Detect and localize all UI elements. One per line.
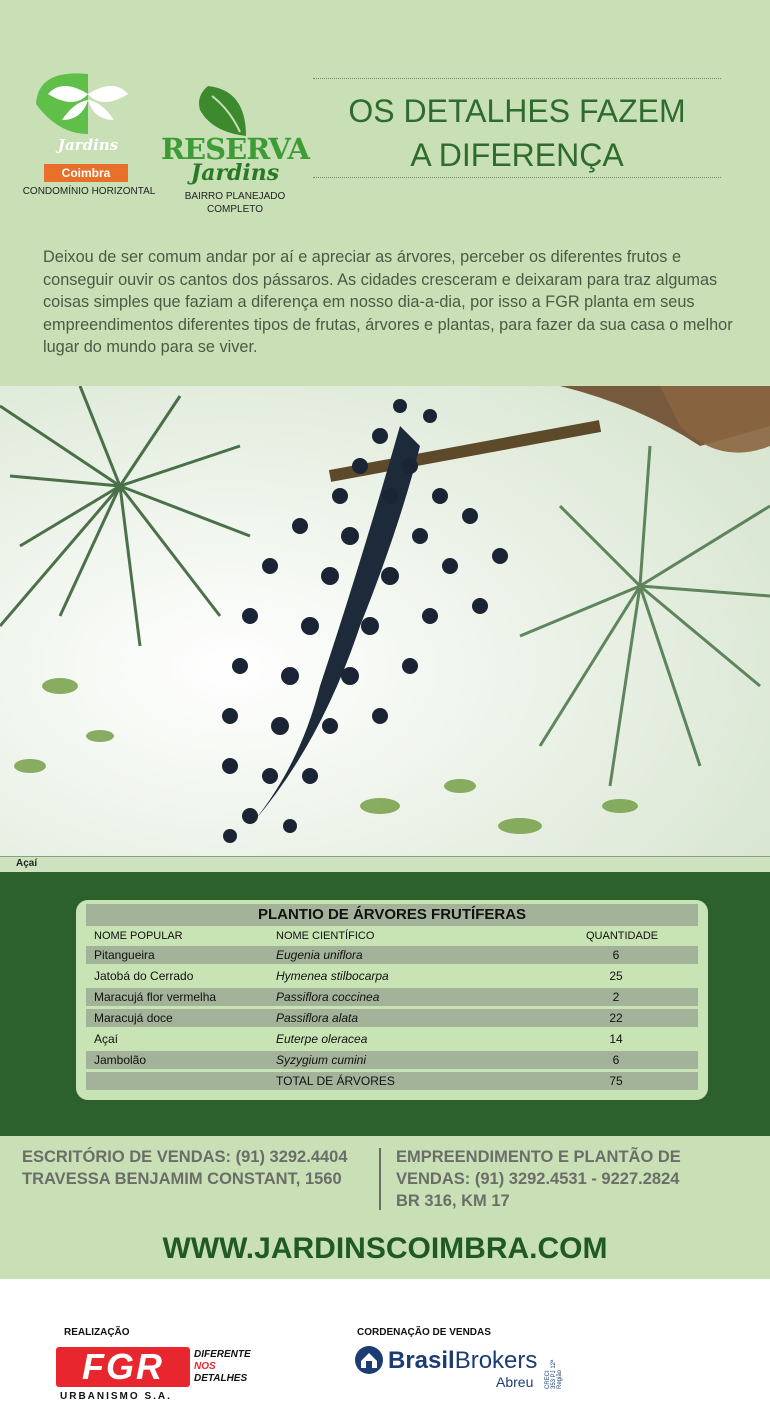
contact-divider bbox=[379, 1148, 381, 1210]
quantity: 25 bbox=[609, 969, 623, 983]
fgr-tagline-3: DETALHES bbox=[194, 1373, 248, 1384]
table-total-row bbox=[86, 1072, 698, 1090]
site-office bbox=[396, 1146, 681, 1212]
popular-name: Maracujá doce bbox=[94, 1011, 173, 1025]
table-title: PLANTIO DE ÁRVORES FRUTÍFERAS bbox=[86, 904, 698, 926]
acai-palm-photo bbox=[0, 386, 770, 856]
quantity: 2 bbox=[612, 990, 620, 1004]
fruit-tree-table bbox=[76, 900, 708, 1100]
fgr-tagline-1: DIFERENTE bbox=[194, 1349, 251, 1360]
jardins-coimbra-logo bbox=[18, 64, 160, 204]
website-link[interactable]: WWW.JARDINSCOIMBRA.COM bbox=[162, 1232, 608, 1265]
header-quantity: QUANTIDADE bbox=[586, 930, 659, 942]
sales-office bbox=[22, 1146, 348, 1190]
popular-name: Maracujá flor vermelha bbox=[94, 990, 217, 1004]
logo-tag: Coimbra bbox=[44, 164, 128, 182]
table-row bbox=[86, 988, 698, 1006]
photo-caption-bar bbox=[0, 856, 770, 872]
fgr-subtitle: URBANISMO S.A. bbox=[60, 1391, 172, 1402]
logo-name-top: RESERVA bbox=[160, 132, 310, 166]
table-row bbox=[86, 1051, 698, 1069]
scientific-name: Hymenea stilbocarpa bbox=[276, 969, 389, 983]
popular-name: Açaí bbox=[94, 1032, 119, 1046]
scientific-name: Passiflora alata bbox=[276, 1011, 359, 1025]
table-row bbox=[86, 1009, 698, 1027]
fgr-logo: FGR bbox=[56, 1347, 190, 1387]
scientific-name: Passiflora coccinea bbox=[276, 990, 380, 1004]
total-value: 75 bbox=[609, 1074, 623, 1088]
broker-name-2: Brokers bbox=[454, 1347, 538, 1374]
reserva-jardins-logo bbox=[160, 80, 310, 220]
table-header-row bbox=[86, 926, 698, 946]
quantity: 14 bbox=[609, 1032, 623, 1046]
photo-caption: Açaí bbox=[16, 858, 38, 869]
photo-illustration bbox=[0, 386, 770, 856]
headline-line1: OS DETALHES FAZEM bbox=[348, 93, 686, 129]
header-scientific-name: NOME CIENTÍFICO bbox=[276, 930, 375, 942]
table-row bbox=[86, 946, 698, 964]
fgr-tagline bbox=[194, 1349, 251, 1385]
scientific-name: Euterpe oleracea bbox=[276, 1032, 368, 1046]
broker-subtitle: Abreu bbox=[496, 1374, 534, 1390]
logo-name: Jardins bbox=[57, 136, 119, 154]
popular-name: Jatobá do Cerrado bbox=[94, 969, 194, 983]
site-office-line1: EMPREENDIMENTO E PLANTÃO DE bbox=[396, 1148, 681, 1166]
site-office-line2: VENDAS: (91) 3292.4531 - 9227.2824 bbox=[396, 1170, 680, 1188]
logo-subtitle: CONDOMÍNIO HORIZONTAL bbox=[22, 186, 156, 197]
realizacao-label: REALIZAÇÃO bbox=[64, 1327, 130, 1338]
sales-office-phone: ESCRITÓRIO DE VENDAS: (91) 3292.4404 bbox=[22, 1148, 348, 1166]
brasil-brokers-logo bbox=[388, 1347, 537, 1375]
scientific-name: Eugenia uniflora bbox=[276, 948, 363, 962]
table-row bbox=[86, 1030, 698, 1048]
scientific-name: Syzygium cumini bbox=[276, 1053, 367, 1067]
logo-subtitle: BAIRRO PLANEJADO COMPLETO bbox=[184, 191, 286, 215]
contact-section bbox=[0, 1136, 770, 1279]
popular-name: Jambolão bbox=[94, 1053, 147, 1067]
popular-name: Pitangueira bbox=[94, 948, 155, 962]
intro-paragraph: Deixou de ser comum andar por aí e apreciar as árvores, perceber os diferentes frutos e conseguir ouvir os cantos dos pássaros. As cidades cresceram e deixaram para traz algumas coisas simples que faziam a diferença em nosso dia-a-dia, por isso a FGR planta em seus empreendimentos diferentes tipos de frutas, árvores e plantas, para fazer da sua casa o melhor lugar do mundo para se viver. bbox=[43, 248, 733, 356]
quantity: 22 bbox=[609, 1011, 623, 1025]
header-section bbox=[0, 0, 770, 386]
headline bbox=[313, 78, 721, 178]
header-popular-name: NOME POPULAR bbox=[94, 930, 183, 942]
coordenacao-label: CORDENAÇÃO DE VENDAS bbox=[357, 1327, 491, 1338]
leaf-icon bbox=[160, 80, 310, 140]
footer bbox=[0, 1279, 770, 1427]
site-office-line3: BR 316, KM 17 bbox=[396, 1192, 510, 1210]
quantity: 6 bbox=[612, 1053, 620, 1067]
broker-name-1: Brasil bbox=[388, 1347, 455, 1374]
headline-line2: A DIFERENÇA bbox=[410, 137, 624, 173]
house-icon bbox=[354, 1345, 384, 1375]
quantity: 6 bbox=[612, 948, 620, 962]
logo-name-bottom: Jardins bbox=[190, 160, 280, 186]
sales-office-address: TRAVESSA BENJAMIM CONSTANT, 1560 bbox=[22, 1170, 342, 1188]
fgr-tagline-2: NOS bbox=[194, 1361, 216, 1372]
table-row bbox=[86, 967, 698, 985]
total-label: TOTAL DE ÁRVORES bbox=[276, 1074, 395, 1088]
broker-registration: CRECI 353 PJ 12ª Região bbox=[545, 1359, 563, 1389]
